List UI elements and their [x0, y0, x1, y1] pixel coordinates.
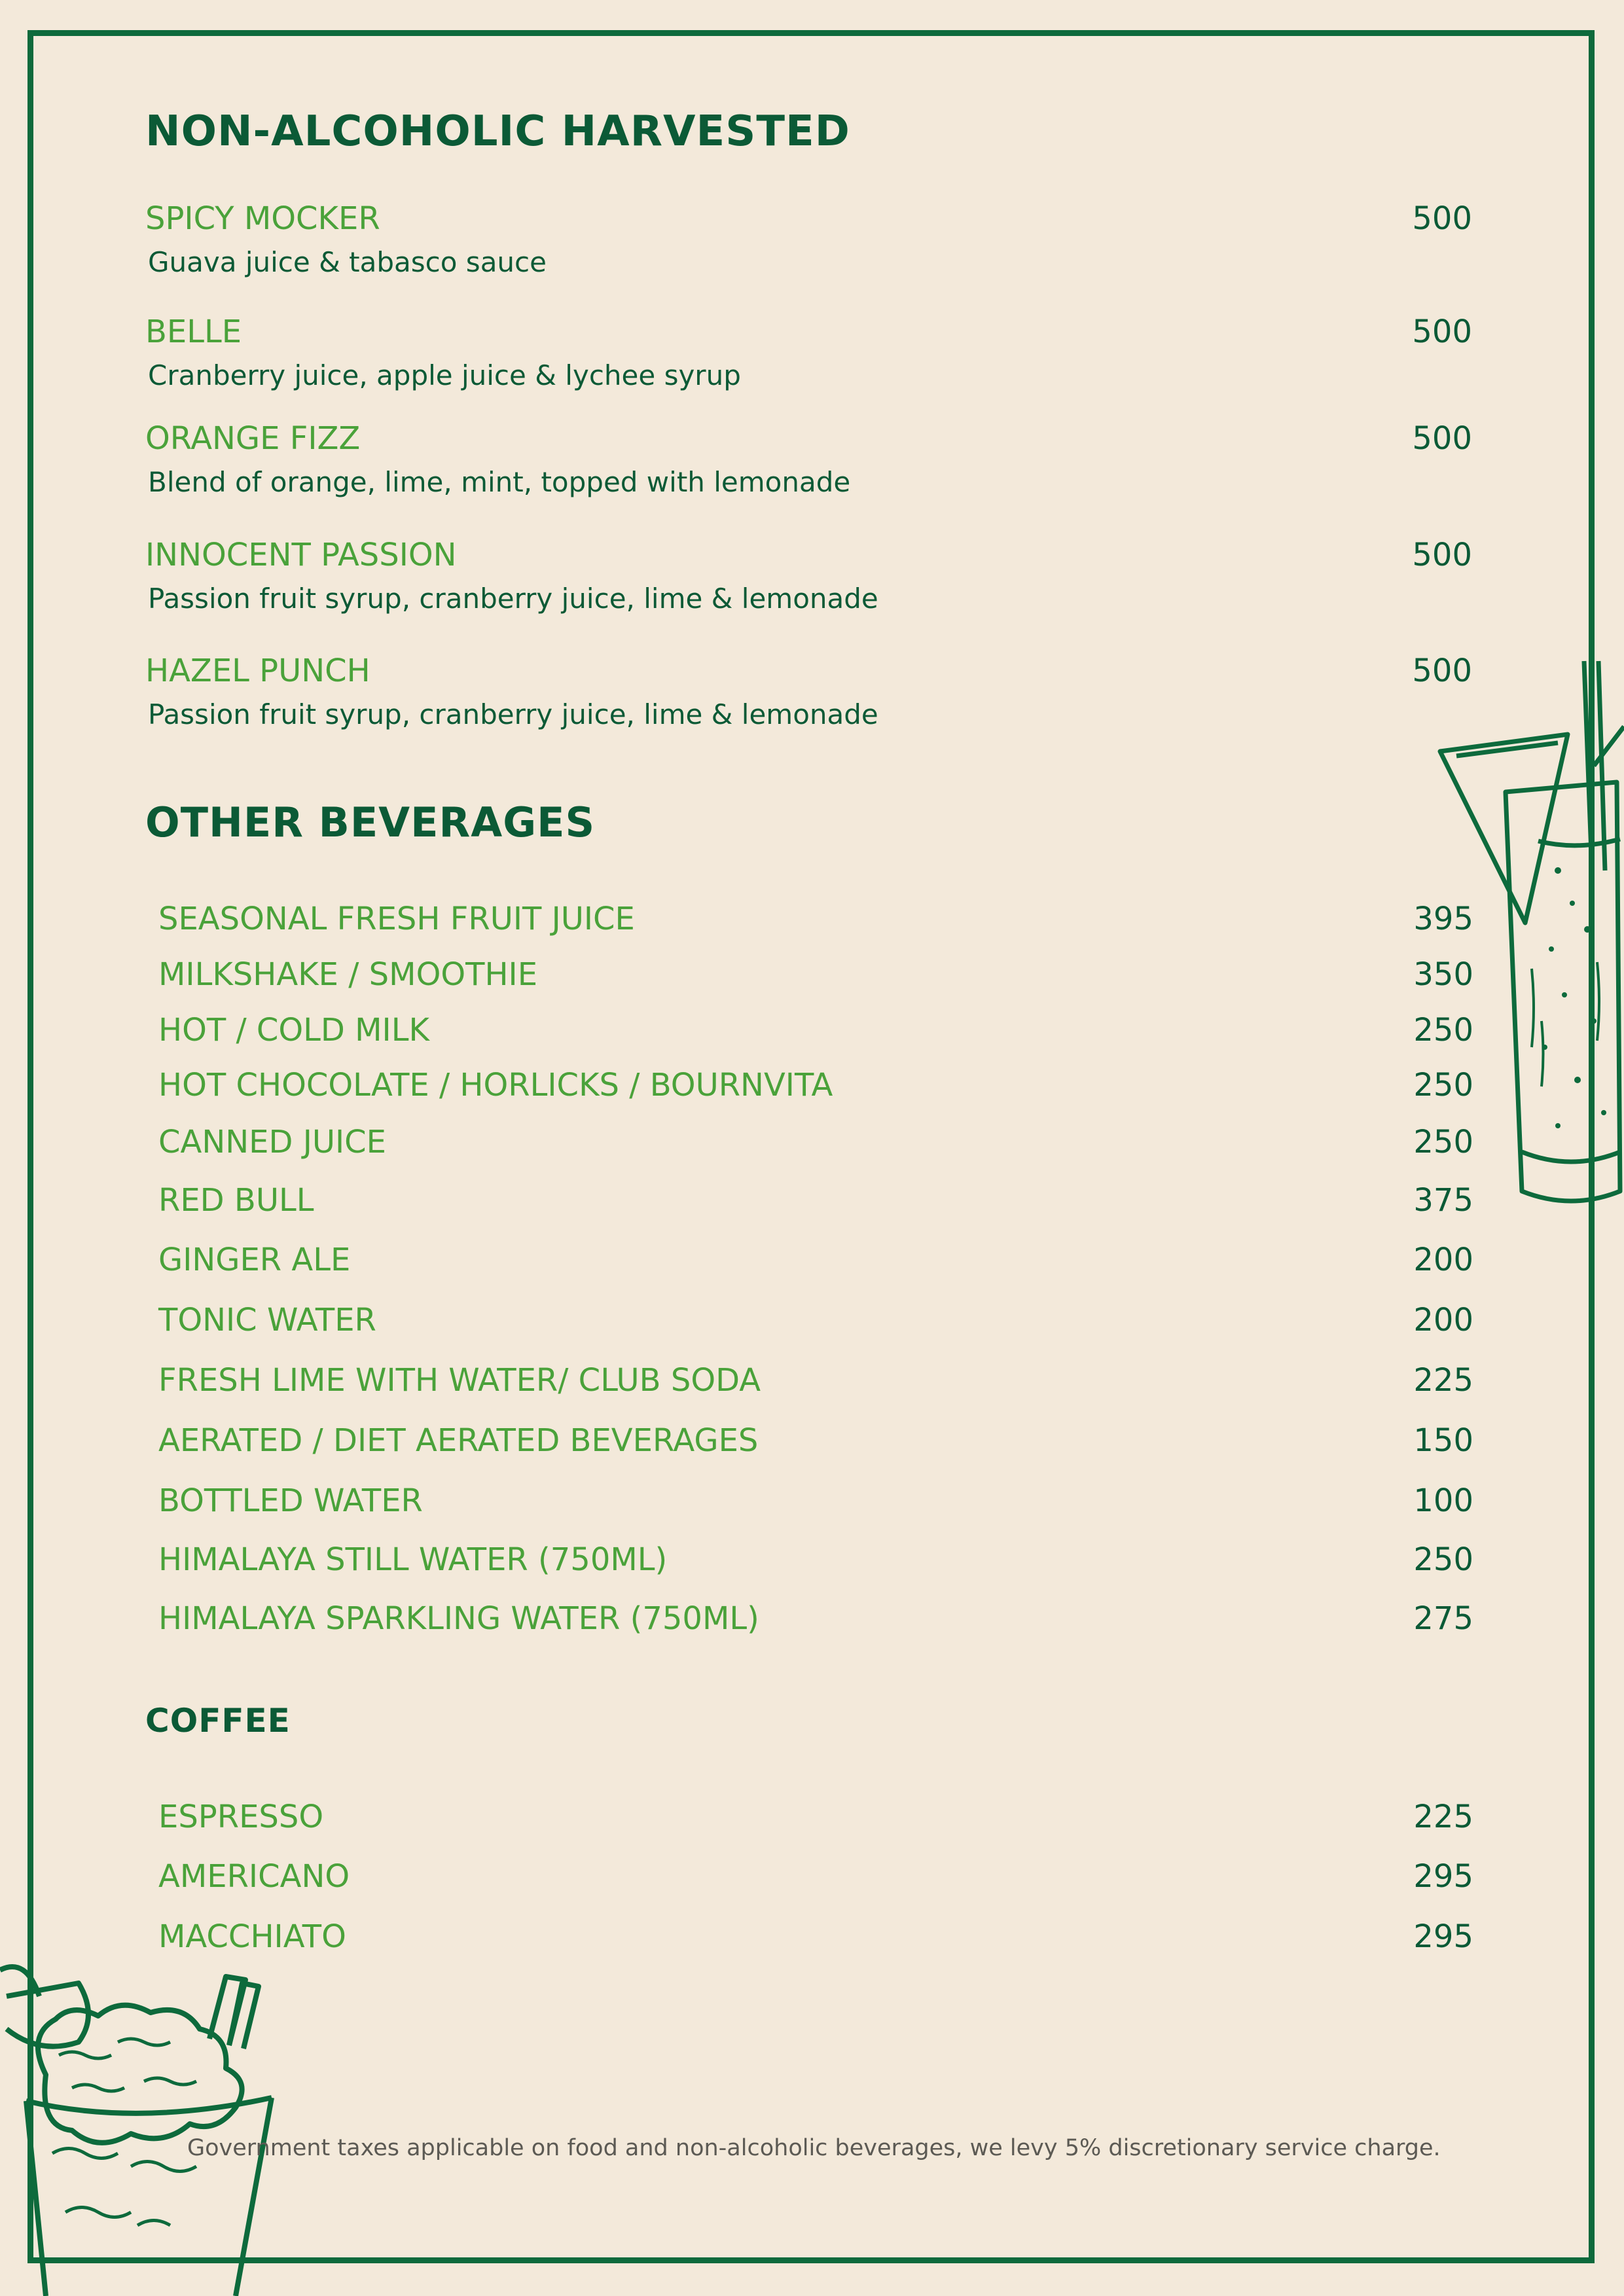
item-name: RED BULL: [158, 1182, 314, 1219]
menu-item: [0, 314, 1624, 391]
item-price: 500: [1412, 200, 1472, 237]
section-title-coffee: COFFEE: [145, 1702, 291, 1740]
item-name: TONIC WATER: [158, 1302, 376, 1338]
menu-item: [0, 1012, 1624, 1071]
item-price: 295: [1413, 1858, 1473, 1895]
item-description: Cranberry juice, apple juice & lychee syrup: [148, 359, 741, 391]
menu-item: [0, 1482, 1624, 1541]
item-name: ESPRESSO: [158, 1799, 324, 1835]
item-price: 225: [1413, 1362, 1473, 1399]
item-price: 250: [1413, 1124, 1473, 1160]
item-name: SPICY MOCKER: [145, 200, 380, 237]
menu-item: [0, 537, 1624, 615]
menu-item: [0, 1858, 1624, 1917]
item-name: GINGER ALE: [158, 1242, 351, 1278]
item-name: MILKSHAKE / SMOOTHIE: [158, 956, 538, 993]
item-price: 200: [1413, 1242, 1473, 1278]
item-name: BELLE: [145, 314, 242, 350]
item-description: Blend of orange, lime, mint, topped with lemonade: [148, 466, 851, 498]
item-name: HIMALAYA STILL WATER (750ML): [158, 1541, 668, 1578]
item-name: HIMALAYA SPARKLING WATER (750ML): [158, 1600, 759, 1637]
menu-item: [0, 1302, 1624, 1361]
item-name: FRESH LIME WITH WATER/ CLUB SODA: [158, 1362, 761, 1399]
item-price: 500: [1412, 537, 1472, 573]
menu-item: [0, 1067, 1624, 1126]
menu-item: [0, 420, 1624, 498]
section-title-other-beverages: OTHER BEVERAGES: [145, 798, 596, 846]
section-title-non-alcoholic: NON-ALCOHOLIC HARVESTED: [145, 107, 850, 156]
item-name: ORANGE FIZZ: [145, 420, 361, 457]
menu-item: [0, 1362, 1624, 1421]
item-price: 225: [1413, 1799, 1473, 1835]
item-price: 295: [1413, 1918, 1473, 1955]
menu-item: [0, 1422, 1624, 1481]
item-price: 200: [1413, 1302, 1473, 1338]
item-name: CANNED JUICE: [158, 1124, 386, 1160]
item-price: 500: [1412, 314, 1472, 350]
item-description: Passion fruit syrup, cranberry juice, lime & lemonade: [148, 583, 878, 615]
item-price: 500: [1412, 420, 1472, 457]
item-price: 100: [1413, 1482, 1473, 1519]
item-price: 395: [1413, 901, 1473, 937]
item-name: SEASONAL FRESH FRUIT JUICE: [158, 901, 635, 937]
menu-item: [0, 1541, 1624, 1600]
menu-item: [0, 1918, 1624, 1977]
item-price: 500: [1412, 653, 1472, 689]
menu-item: [0, 1182, 1624, 1241]
item-name: HAZEL PUNCH: [145, 653, 370, 689]
item-price: 275: [1413, 1600, 1473, 1637]
item-price: 350: [1413, 956, 1473, 993]
menu-item: [0, 200, 1624, 278]
item-name: BOTTLED WATER: [158, 1482, 423, 1519]
item-price: 150: [1413, 1422, 1473, 1459]
item-price: 250: [1413, 1067, 1473, 1103]
item-name: HOT CHOCOLATE / HORLICKS / BOURNVITA: [158, 1067, 833, 1103]
item-name: MACCHIATO: [158, 1918, 346, 1955]
item-price: 250: [1413, 1541, 1473, 1578]
tax-footnote: Government taxes applicable on food and non-alcoholic beverages, we levy 5% discretionary service charge.: [187, 2135, 1441, 2161]
menu-item: [0, 653, 1624, 730]
item-price: 375: [1413, 1182, 1473, 1219]
menu-item: [0, 901, 1624, 960]
item-name: AMERICANO: [158, 1858, 350, 1895]
menu-item: [0, 956, 1624, 1015]
item-name: AERATED / DIET AERATED BEVERAGES: [158, 1422, 759, 1459]
dessert-cup-illustration: [0, 1957, 288, 2296]
item-description: Guava juice & tabasco sauce: [148, 246, 547, 278]
menu-item: [0, 1242, 1624, 1300]
menu-item: [0, 1600, 1624, 1659]
menu-item: [0, 1124, 1624, 1183]
menu-item: [0, 1799, 1624, 1857]
item-name: HOT / COLD MILK: [158, 1012, 429, 1049]
item-name: INNOCENT PASSION: [145, 537, 457, 573]
item-description: Passion fruit syrup, cranberry juice, lime & lemonade: [148, 698, 878, 730]
item-price: 250: [1413, 1012, 1473, 1049]
